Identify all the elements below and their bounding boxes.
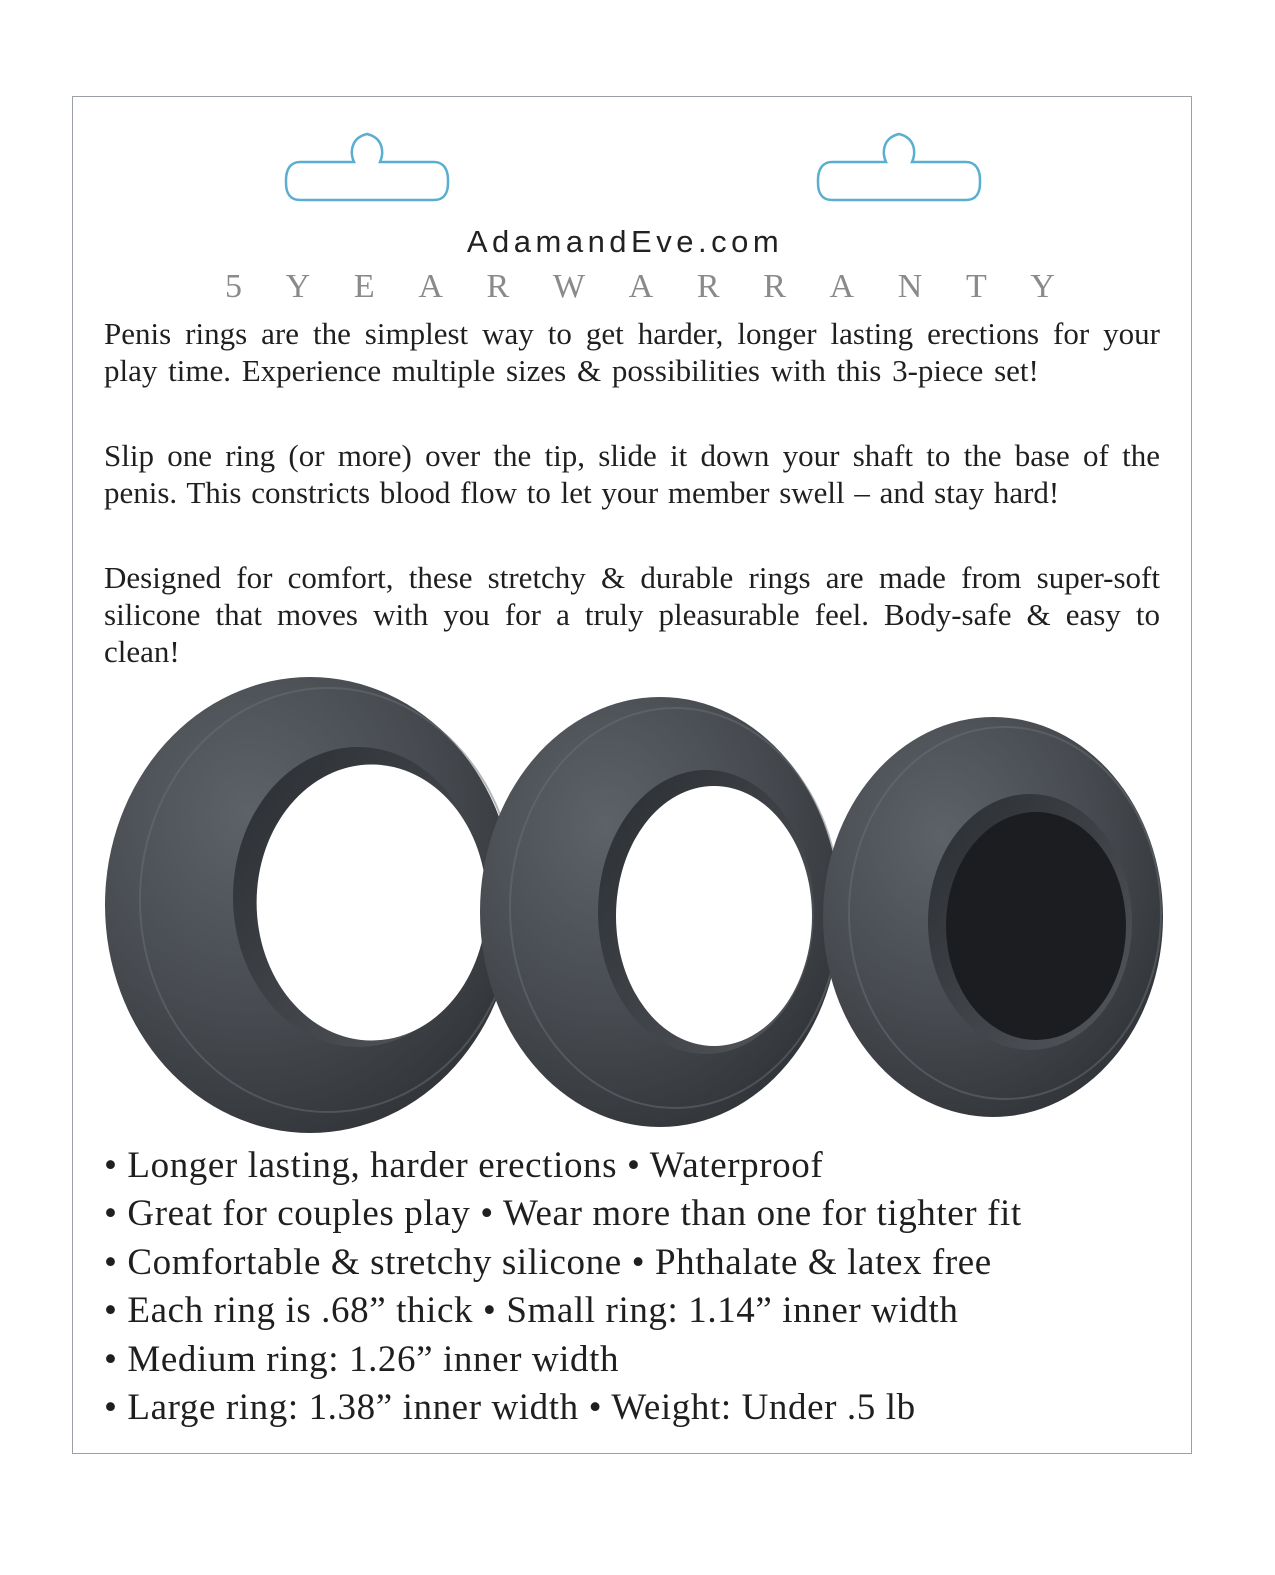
feature-line: • Longer lasting, harder erections • Waterproof: [104, 1145, 824, 1186]
feature-line: • Medium ring: 1.26” inner width: [104, 1338, 620, 1380]
product-image: [100, 672, 1170, 1142]
feature-line: • Great for couples play • Wear more than one for tighter fit: [104, 1193, 1022, 1235]
warranty-letter: T: [965, 268, 987, 305]
description-paragraph: Slip one ring (or more) over the tip, slide it down your shaft to the base of the penis. This constricts blood flow to let your member swell – and stay hard!: [104, 438, 1160, 510]
hang-hole-left-icon: [284, 130, 450, 204]
warranty-letter: A: [829, 268, 855, 305]
warranty-letter: A: [418, 268, 443, 305]
warranty-letter: R: [763, 268, 786, 305]
warranty-letter: W: [552, 268, 585, 305]
feature-line: • Large ring: 1.38” inner width • Weight: Under .5 lb: [104, 1387, 916, 1429]
warranty-letter: R: [486, 268, 510, 305]
hang-hole-right-icon: [816, 130, 982, 204]
warranty-letter: Y: [1030, 268, 1055, 305]
large-ring: [105, 677, 516, 1133]
warranty-letter: N: [897, 268, 923, 305]
feature-list: [104, 1142, 1022, 1432]
website-url: AdamandEve.com: [466, 224, 784, 259]
feature-line: • Comfortable & stretchy silicone • Phthalate & latex free: [104, 1241, 992, 1283]
description-paragraph: Designed for comfort, these stretchy & durable rings are made from super-soft silicone that moves with you for a truly pleasurable feel. Body-safe & easy to clean!: [104, 560, 1160, 669]
description-paragraph: Penis rings are the simplest way to get harder, longer lasting erections for your play time. Experience multiple sizes & possibilities with this 3-piece set!: [104, 316, 1160, 388]
warranty-label: [225, 268, 1055, 306]
warranty-letter: E: [353, 268, 375, 305]
warranty-letter: R: [696, 268, 720, 305]
small-ring: [823, 717, 1163, 1117]
warranty-letter: A: [628, 268, 654, 305]
feature-line: • Each ring is .68” thick • Small ring: 1.14” inner width: [104, 1290, 959, 1332]
warranty-letter: Y: [285, 268, 311, 305]
medium-ring: [480, 697, 840, 1127]
warranty-letter: 5: [225, 268, 242, 305]
